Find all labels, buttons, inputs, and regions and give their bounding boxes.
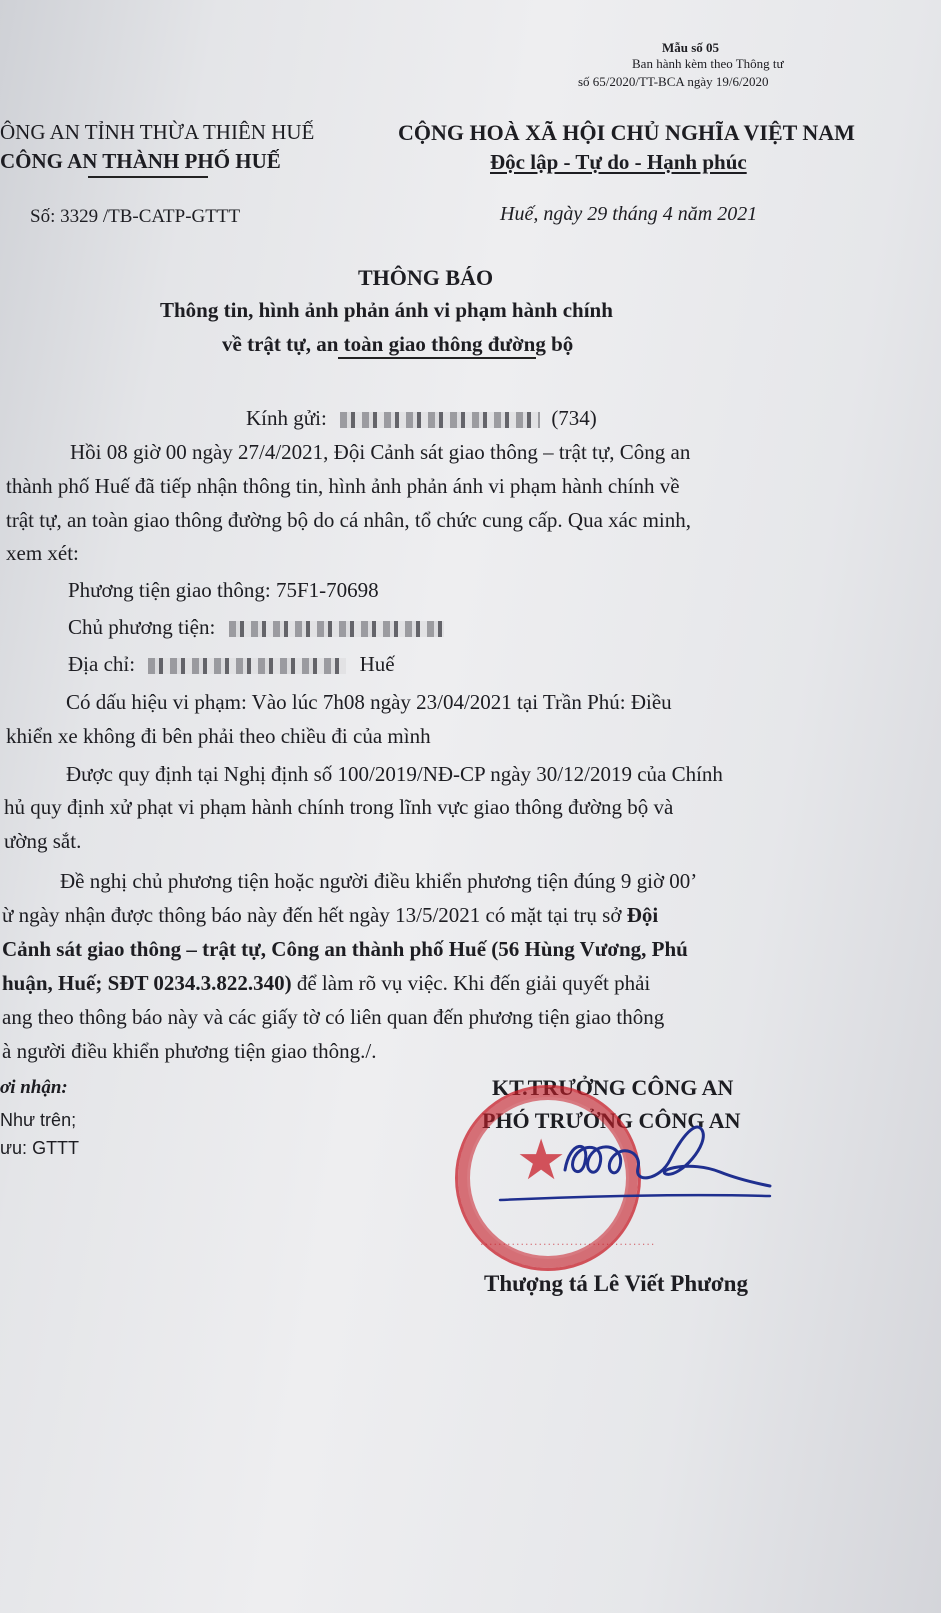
recipient-suffix: (734) [551, 406, 597, 430]
redacted-address [148, 658, 346, 674]
body-p1-line2: thành phố Huế đã tiếp nhận thông tin, hình ảnh phản ánh vi phạm hành chính về [6, 474, 680, 498]
request-line2 [2, 903, 658, 928]
handwritten-signature-icon [470, 1100, 790, 1210]
vehicle-plate: Phương tiện giao thông: 75F1-70698 [68, 578, 379, 602]
address-line [68, 652, 395, 677]
redacted-owner-name [229, 621, 444, 637]
form-code: Mẫu số 05 [662, 40, 720, 55]
agency-parent: ÔNG AN TỈNH THỪA THIÊN HUẾ [0, 120, 315, 144]
violation-line1: Có dấu hiệu vi phạm: Vào lúc 7h08 ngày 23/04/2021 tại Trần Phú: Điều [66, 690, 672, 714]
violation-line2: khiển xe không đi bên phải theo chiều đi của mình [6, 724, 431, 748]
agency-underline [88, 176, 208, 178]
body-p1-line4: xem xét: [6, 541, 79, 565]
signer-name: Thượng tá Lê Viết Phương [484, 1271, 748, 1296]
request-line2-bold: Đội [626, 903, 659, 927]
request-line4-text: để làm rõ vụ việc. Khi đến giải quyết phải [291, 971, 651, 995]
doc-subtitle-1: Thông tin, hình ảnh phản ánh vi phạm hành chính [160, 298, 613, 322]
stamp-star-icon: ★ [516, 1128, 567, 1193]
request-line4-bold: huận, Huế; SĐT 0234.3.822.340) [2, 971, 292, 995]
regulation-line1: Được quy định tại Nghị định số 100/2019/NĐ-CP ngày 30/12/2019 của Chính [66, 762, 723, 786]
redacted-recipient-name [340, 412, 540, 428]
doc-title: THÔNG BÁO [358, 265, 494, 290]
national-title: CỘNG HOÀ XÃ HỘI CHỦ NGHĨA VIỆT NAM [398, 120, 855, 145]
signer-title-1: KT.TRƯỞNG CÔNG AN [492, 1075, 734, 1100]
request-line2-text: ừ ngày nhận được thông báo này đến hết ngày 13/5/2021 có mặt tại trụ sở [2, 903, 627, 927]
recipients-label: ơi nhận: [0, 1077, 68, 1098]
doc-subtitle-2: về trật tự, an toàn giao thông đường bộ [222, 332, 574, 356]
form-note-2: số 65/2020/TT-BCA ngày 19/6/2020 [578, 74, 769, 89]
recipient-label: Kính gửi: [246, 406, 327, 430]
agency-name: CÔNG AN THÀNH PHỐ HUẾ [0, 149, 281, 173]
subtitle-underline [338, 357, 536, 359]
owner-label: Chủ phương tiện: [68, 615, 216, 639]
request-line6: à người điều khiển phương tiện giao thông./. [2, 1039, 377, 1063]
recipients-item-1: Như trên; [0, 1110, 77, 1130]
recipients-item-2: ưu: GTTT [0, 1138, 80, 1158]
document-number: Số: 3329 /TB-CATP-GTTT [30, 206, 241, 227]
body-p1-line3: trật tự, an toàn giao thông đường bộ do cá nhân, tổ chức cung cấp. Qua xác minh, [6, 508, 691, 532]
body-p1-line1: Hồi 08 giờ 00 ngày 27/4/2021, Đội Cảnh sát giao thông – trật tự, Công an [70, 440, 691, 464]
request-line1: Đề nghị chủ phương tiện hoặc người điều khiển phương tiện đúng 9 giờ 00’ [60, 869, 698, 893]
form-note-1: Ban hành kèm theo Thông tư [632, 56, 784, 71]
issue-date: Huế, ngày 29 tháng 4 năm 2021 [500, 203, 758, 225]
owner-line [68, 615, 444, 640]
recipient-line [246, 406, 597, 431]
address-suffix: Huế [359, 652, 395, 676]
national-motto: Độc lập - Tự do - Hạnh phúc [490, 150, 747, 174]
address-label: Địa chỉ: [68, 652, 136, 676]
signer-title-2: PHÓ TRƯỞNG CÔNG AN [482, 1108, 741, 1133]
request-line5: ang theo thông báo này và các giấy tờ có liên quan đến phương tiện giao thông [2, 1005, 665, 1029]
regulation-line2: hủ quy định xử phạt vi phạm hành chính trong lĩnh vực giao thông đường bộ và [4, 795, 674, 819]
request-line3: Cảnh sát giao thông – trật tự, Công an thành phố Huế (56 Hùng Vương, Phú [2, 937, 688, 961]
regulation-line3: ường sắt. [4, 829, 82, 853]
request-line4 [2, 971, 650, 996]
stamp-ring-text: ······································· [480, 1238, 656, 1251]
